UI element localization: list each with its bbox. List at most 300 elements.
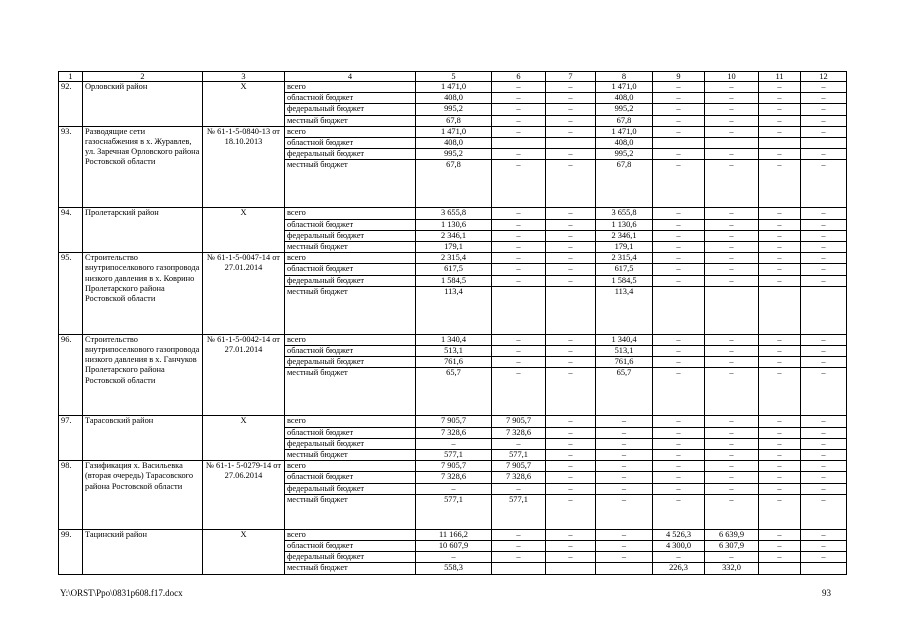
row-number: 94.	[59, 208, 83, 253]
amount-cell: –	[492, 346, 546, 357]
amount-cell: –	[759, 416, 801, 427]
amount-cell: –	[801, 230, 847, 241]
document-path: Y:\ORST\Ppo\0831p608.f17.docx	[60, 588, 183, 598]
amount-cell: –	[492, 242, 546, 253]
amount-cell: –	[546, 149, 596, 160]
amount-cell: 558,3	[416, 563, 492, 574]
amount-cell: –	[705, 208, 759, 219]
amount-cell: –	[705, 264, 759, 275]
amount-cell	[759, 563, 801, 574]
amount-cell: –	[596, 472, 653, 483]
amount-cell	[653, 138, 705, 149]
amount-cell: –	[653, 346, 705, 357]
document-ref: № 61-1-5-0047-14 от 27.01.2014	[203, 253, 285, 335]
amount-cell: –	[705, 230, 759, 241]
amount-cell: 67,8	[416, 160, 492, 208]
amount-cell: 3 655,8	[596, 208, 653, 219]
row-number: 98.	[59, 461, 83, 530]
column-header: 8	[596, 72, 653, 82]
amount-cell: –	[653, 472, 705, 483]
object-name: Пролетарский район	[83, 208, 203, 253]
amount-cell: –	[801, 450, 847, 461]
amount-cell: –	[546, 208, 596, 219]
amount-cell: 179,1	[416, 242, 492, 253]
amount-cell: –	[492, 541, 546, 552]
amount-cell	[759, 138, 801, 149]
amount-cell: –	[653, 253, 705, 264]
amount-cell: –	[492, 208, 546, 219]
amount-cell: –	[759, 334, 801, 345]
amount-cell	[801, 563, 847, 574]
amount-cell	[492, 138, 546, 149]
amount-cell: 1 471,0	[416, 126, 492, 137]
row-number: 97.	[59, 416, 83, 461]
amount-cell	[705, 286, 759, 334]
amount-cell: –	[759, 368, 801, 416]
row-number: 93.	[59, 126, 83, 208]
amount-cell: 577,1	[492, 450, 546, 461]
object-name: Разводящие сети газоснабжения в х. Журавлев, ул. Заречная Орловского района Ростовской области	[83, 126, 203, 208]
amount-cell: –	[492, 357, 546, 368]
amount-cell: –	[546, 416, 596, 427]
budget-type: всего	[285, 253, 416, 264]
amount-cell: –	[705, 438, 759, 449]
amount-cell: 408,0	[416, 93, 492, 104]
amount-cell: 7 905,7	[416, 461, 492, 472]
amount-cell: –	[801, 126, 847, 137]
amount-cell: 65,7	[596, 368, 653, 416]
row-number: 99.	[59, 529, 83, 574]
amount-cell: –	[546, 450, 596, 461]
amount-cell: –	[801, 208, 847, 219]
amount-cell: –	[705, 368, 759, 416]
budget-type: всего	[285, 82, 416, 93]
amount-cell: –	[801, 334, 847, 345]
amount-cell: –	[546, 346, 596, 357]
amount-cell: –	[492, 126, 546, 137]
budget-type: федеральный бюджет	[285, 230, 416, 241]
amount-cell: –	[546, 253, 596, 264]
column-header: 11	[759, 72, 801, 82]
amount-cell: –	[801, 552, 847, 563]
budget-type: федеральный бюджет	[285, 552, 416, 563]
amount-cell: –	[492, 160, 546, 208]
amount-cell	[653, 286, 705, 334]
amount-cell: –	[653, 461, 705, 472]
amount-cell: –	[546, 219, 596, 230]
table-row	[59, 126, 847, 137]
amount-cell: –	[653, 416, 705, 427]
amount-cell: –	[492, 438, 546, 449]
amount-cell: –	[492, 264, 546, 275]
amount-cell: –	[801, 275, 847, 286]
amount-cell: 6 307,9	[705, 541, 759, 552]
column-header: 5	[416, 72, 492, 82]
amount-cell: –	[801, 494, 847, 529]
amount-cell: –	[492, 115, 546, 126]
amount-cell: –	[759, 242, 801, 253]
amount-cell	[546, 138, 596, 149]
amount-cell: 179,1	[596, 242, 653, 253]
amount-cell: –	[492, 219, 546, 230]
amount-cell: –	[546, 334, 596, 345]
amount-cell: 1 130,6	[416, 219, 492, 230]
amount-cell: –	[653, 230, 705, 241]
amount-cell: 1 340,4	[596, 334, 653, 345]
amount-cell: 7 328,6	[492, 427, 546, 438]
object-name: Газификация х. Васильевка (вторая очередь) Тарасовского района Ростовской области	[83, 461, 203, 530]
amount-cell: –	[416, 483, 492, 494]
amount-cell: 2 346,1	[596, 230, 653, 241]
amount-cell	[759, 286, 801, 334]
amount-cell: –	[801, 346, 847, 357]
amount-cell: 2 346,1	[416, 230, 492, 241]
amount-cell: –	[759, 126, 801, 137]
budget-type: местный бюджет	[285, 450, 416, 461]
amount-cell: 4 526,3	[653, 529, 705, 540]
amount-cell: 995,2	[416, 149, 492, 160]
amount-cell: –	[596, 438, 653, 449]
amount-cell: –	[705, 483, 759, 494]
budget-table	[58, 71, 847, 575]
amount-cell: –	[653, 450, 705, 461]
column-number-row	[59, 72, 847, 82]
budget-type: федеральный бюджет	[285, 104, 416, 115]
amount-cell: 761,6	[596, 357, 653, 368]
page-number: 93	[822, 588, 831, 598]
amount-cell: –	[492, 368, 546, 416]
amount-cell: –	[705, 494, 759, 529]
amount-cell: –	[705, 82, 759, 93]
amount-cell: –	[492, 483, 546, 494]
amount-cell: 7 905,7	[492, 416, 546, 427]
budget-type: областной бюджет	[285, 93, 416, 104]
amount-cell: –	[759, 160, 801, 208]
budget-type: местный бюджет	[285, 563, 416, 574]
amount-cell: –	[705, 242, 759, 253]
amount-cell: –	[759, 115, 801, 126]
amount-cell: 2 315,4	[596, 253, 653, 264]
amount-cell: –	[596, 483, 653, 494]
amount-cell: –	[759, 541, 801, 552]
amount-cell: –	[801, 472, 847, 483]
amount-cell: 1 471,0	[596, 126, 653, 137]
amount-cell: –	[596, 450, 653, 461]
row-number: 96.	[59, 334, 83, 416]
budget-type: всего	[285, 208, 416, 219]
table-row	[59, 416, 847, 427]
amount-cell: –	[705, 149, 759, 160]
amount-cell: –	[653, 82, 705, 93]
amount-cell: –	[546, 357, 596, 368]
amount-cell: 67,8	[416, 115, 492, 126]
amount-cell: –	[759, 438, 801, 449]
amount-cell: –	[759, 149, 801, 160]
amount-cell: –	[801, 82, 847, 93]
amount-cell: 513,1	[416, 346, 492, 357]
amount-cell: –	[705, 346, 759, 357]
amount-cell: –	[759, 346, 801, 357]
amount-cell: –	[546, 472, 596, 483]
amount-cell: –	[759, 483, 801, 494]
object-name: Строительство внутрипоселкового газопровода низкого давления в х. Коврино Пролетарского района Ростовской области	[83, 253, 203, 335]
amount-cell: –	[546, 427, 596, 438]
amount-cell: –	[801, 427, 847, 438]
amount-cell: 408,0	[596, 93, 653, 104]
amount-cell: –	[596, 416, 653, 427]
amount-cell: –	[653, 264, 705, 275]
budget-type: областной бюджет	[285, 138, 416, 149]
amount-cell: 1 471,0	[596, 82, 653, 93]
amount-cell: 7 328,6	[416, 427, 492, 438]
amount-cell: –	[759, 472, 801, 483]
amount-cell: –	[705, 427, 759, 438]
amount-cell: 10 607,9	[416, 541, 492, 552]
amount-cell: –	[546, 242, 596, 253]
budget-type: федеральный бюджет	[285, 275, 416, 286]
column-header: 9	[653, 72, 705, 82]
object-name: Тацинский район	[83, 529, 203, 574]
amount-cell: 1 340,4	[416, 334, 492, 345]
amount-cell: 617,5	[416, 264, 492, 275]
amount-cell: 226,3	[653, 563, 705, 574]
budget-type: всего	[285, 416, 416, 427]
column-header: 4	[285, 72, 416, 82]
amount-cell: 113,4	[596, 286, 653, 334]
amount-cell: –	[705, 450, 759, 461]
amount-cell: –	[759, 219, 801, 230]
amount-cell: –	[801, 438, 847, 449]
amount-cell: –	[653, 93, 705, 104]
budget-type: областной бюджет	[285, 541, 416, 552]
amount-cell: –	[801, 115, 847, 126]
amount-cell	[492, 563, 546, 574]
amount-cell: –	[546, 160, 596, 208]
amount-cell: –	[546, 275, 596, 286]
amount-cell: –	[546, 461, 596, 472]
column-header: 6	[492, 72, 546, 82]
amount-cell: –	[801, 541, 847, 552]
budget-type: местный бюджет	[285, 286, 416, 334]
amount-cell: –	[653, 275, 705, 286]
amount-cell: 1 130,6	[596, 219, 653, 230]
amount-cell: –	[653, 208, 705, 219]
amount-cell: –	[492, 230, 546, 241]
amount-cell: –	[759, 253, 801, 264]
amount-cell: 1 584,5	[416, 275, 492, 286]
amount-cell: 577,1	[416, 450, 492, 461]
budget-type: областной бюджет	[285, 427, 416, 438]
amount-cell: –	[492, 529, 546, 540]
amount-cell: –	[546, 104, 596, 115]
amount-cell: –	[492, 93, 546, 104]
amount-cell: 4 300,0	[653, 541, 705, 552]
amount-cell: –	[801, 529, 847, 540]
amount-cell: –	[653, 219, 705, 230]
amount-cell: –	[759, 427, 801, 438]
amount-cell: –	[653, 104, 705, 115]
amount-cell	[546, 286, 596, 334]
amount-cell: –	[801, 93, 847, 104]
amount-cell: –	[801, 219, 847, 230]
amount-cell: –	[801, 160, 847, 208]
amount-cell: –	[492, 149, 546, 160]
document-ref: Х	[203, 416, 285, 461]
amount-cell: –	[705, 115, 759, 126]
amount-cell: –	[653, 438, 705, 449]
amount-cell: –	[653, 494, 705, 529]
amount-cell: –	[759, 552, 801, 563]
object-name: Строительство внутрипоселкового газопровода низкого давления в х. Ганчуков Пролетарского района Ростовской области	[83, 334, 203, 416]
table-row	[59, 82, 847, 93]
document-ref: № 61-1-5-0840-13 от 18.10.2013	[203, 126, 285, 208]
amount-cell	[705, 138, 759, 149]
amount-cell: 2 315,4	[416, 253, 492, 264]
amount-cell: 995,2	[416, 104, 492, 115]
amount-cell: –	[546, 93, 596, 104]
amount-cell: 995,2	[596, 104, 653, 115]
amount-cell: 65,7	[416, 368, 492, 416]
amount-cell: 11 166,2	[416, 529, 492, 540]
amount-cell: –	[546, 438, 596, 449]
document-ref: № 61-1-5-0042-14 от 27.01.2014	[203, 334, 285, 416]
amount-cell: –	[546, 230, 596, 241]
document-ref: Х	[203, 82, 285, 127]
column-header: 3	[203, 72, 285, 82]
amount-cell	[492, 286, 546, 334]
document-ref: № 61-1- 5-0279-14 от 27.06.2014	[203, 461, 285, 530]
amount-cell: –	[801, 461, 847, 472]
amount-cell: –	[653, 242, 705, 253]
amount-cell: 67,8	[596, 115, 653, 126]
amount-cell	[546, 563, 596, 574]
amount-cell: –	[705, 126, 759, 137]
amount-cell: –	[596, 427, 653, 438]
amount-cell: –	[653, 368, 705, 416]
amount-cell: –	[653, 357, 705, 368]
table-row	[59, 334, 847, 345]
amount-cell: –	[801, 416, 847, 427]
amount-cell: –	[546, 529, 596, 540]
budget-type: федеральный бюджет	[285, 149, 416, 160]
amount-cell	[801, 138, 847, 149]
amount-cell: –	[653, 334, 705, 345]
amount-cell: –	[759, 461, 801, 472]
amount-cell	[801, 286, 847, 334]
amount-cell: –	[653, 552, 705, 563]
amount-cell: 7 328,6	[492, 472, 546, 483]
budget-type: местный бюджет	[285, 242, 416, 253]
amount-cell: –	[546, 552, 596, 563]
amount-cell: –	[705, 219, 759, 230]
budget-type: федеральный бюджет	[285, 438, 416, 449]
amount-cell: –	[546, 126, 596, 137]
amount-cell: 761,6	[416, 357, 492, 368]
amount-cell: –	[596, 541, 653, 552]
amount-cell: 408,0	[416, 138, 492, 149]
budget-type: федеральный бюджет	[285, 483, 416, 494]
budget-type: местный бюджет	[285, 115, 416, 126]
column-header: 1	[59, 72, 83, 82]
amount-cell: –	[596, 461, 653, 472]
column-header: 10	[705, 72, 759, 82]
amount-cell: –	[801, 242, 847, 253]
amount-cell: 7 328,6	[416, 472, 492, 483]
amount-cell: 3 655,8	[416, 208, 492, 219]
amount-cell	[596, 563, 653, 574]
amount-cell: 995,2	[596, 149, 653, 160]
amount-cell: –	[653, 115, 705, 126]
amount-cell: –	[546, 264, 596, 275]
amount-cell: –	[546, 483, 596, 494]
amount-cell: –	[759, 230, 801, 241]
amount-cell: –	[416, 552, 492, 563]
amount-cell: 408,0	[596, 138, 653, 149]
budget-type: областной бюджет	[285, 219, 416, 230]
amount-cell: –	[705, 334, 759, 345]
amount-cell: 332,0	[705, 563, 759, 574]
amount-cell: –	[801, 149, 847, 160]
amount-cell: 113,4	[416, 286, 492, 334]
amount-cell: –	[653, 126, 705, 137]
amount-cell: –	[705, 357, 759, 368]
amount-cell: 1 584,5	[596, 275, 653, 286]
amount-cell: –	[416, 438, 492, 449]
amount-cell: 577,1	[416, 494, 492, 529]
row-number: 95.	[59, 253, 83, 335]
amount-cell: –	[759, 529, 801, 540]
amount-cell: –	[492, 253, 546, 264]
amount-cell: –	[596, 494, 653, 529]
amount-cell: –	[492, 275, 546, 286]
column-header: 2	[83, 72, 203, 82]
amount-cell: –	[596, 529, 653, 540]
amount-cell: –	[705, 93, 759, 104]
table-row	[59, 461, 847, 472]
budget-type: областной бюджет	[285, 346, 416, 357]
row-number: 92.	[59, 82, 83, 127]
amount-cell: –	[546, 115, 596, 126]
amount-cell: –	[759, 104, 801, 115]
amount-cell: –	[596, 552, 653, 563]
amount-cell: –	[801, 104, 847, 115]
amount-cell: 513,1	[596, 346, 653, 357]
budget-type: областной бюджет	[285, 264, 416, 275]
object-name: Орловский район	[83, 82, 203, 127]
budget-type: всего	[285, 529, 416, 540]
amount-cell: –	[759, 357, 801, 368]
amount-cell: –	[492, 552, 546, 563]
amount-cell: 1 471,0	[416, 82, 492, 93]
amount-cell: –	[801, 483, 847, 494]
amount-cell: –	[759, 275, 801, 286]
amount-cell: –	[546, 494, 596, 529]
amount-cell: 617,5	[596, 264, 653, 275]
column-header: 7	[546, 72, 596, 82]
amount-cell: –	[546, 368, 596, 416]
amount-cell: –	[705, 275, 759, 286]
amount-cell: –	[653, 160, 705, 208]
amount-cell: –	[653, 149, 705, 160]
column-header: 12	[801, 72, 847, 82]
amount-cell: –	[801, 253, 847, 264]
amount-cell: –	[801, 264, 847, 275]
amount-cell: –	[759, 93, 801, 104]
amount-cell: –	[759, 208, 801, 219]
budget-type: всего	[285, 126, 416, 137]
amount-cell: –	[759, 82, 801, 93]
amount-cell: 7 905,7	[492, 461, 546, 472]
